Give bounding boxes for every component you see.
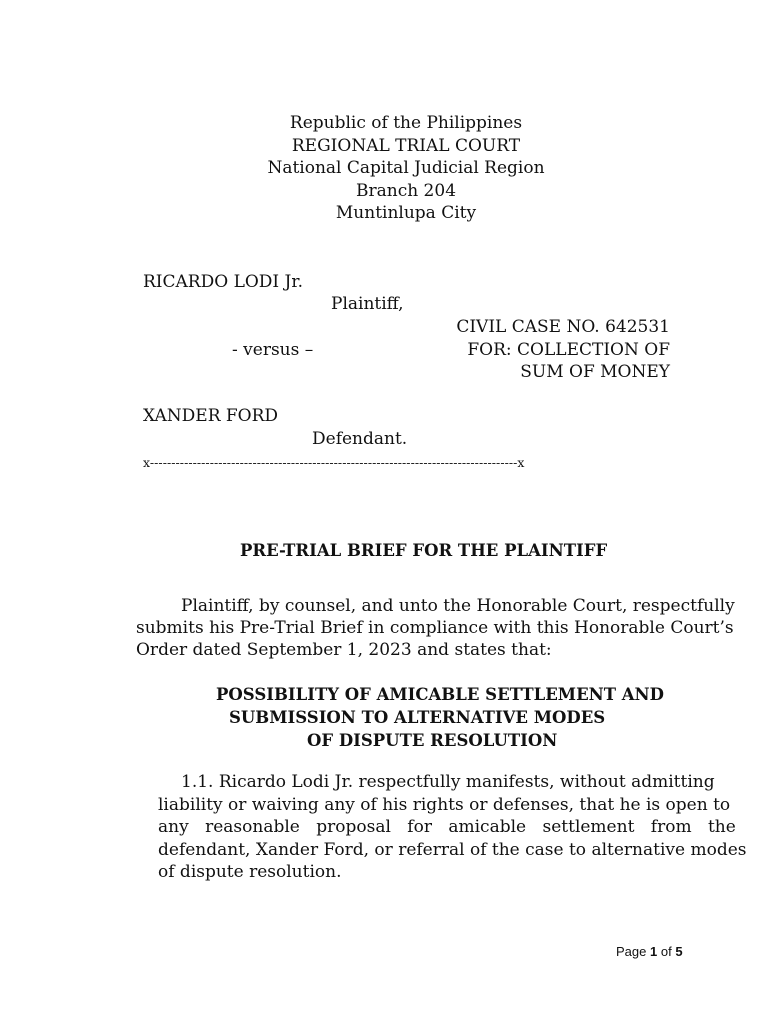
defendant-name: XANDER FORD [143, 406, 279, 426]
paragraph-1-1-line-1: 1.1. Ricardo Lodi Jr. respectfully manifests, without admitting [181, 772, 715, 792]
total-pages-number: 5 [675, 944, 683, 959]
court-header-republic: Republic of the Philippines [289, 113, 523, 133]
paragraph-1-1-line-2: liability or waiving any of his rights or defenses, that he is open to [158, 795, 731, 815]
section-heading-line-1: POSSIBILITY OF AMICABLE SETTLEMENT AND [216, 685, 664, 704]
court-header-branch: Branch 204 [355, 181, 457, 201]
court-header-region: National Capital Judicial Region [267, 158, 545, 178]
page-label: Page [616, 944, 647, 959]
paragraph-1-1-line-5: of dispute resolution. [158, 862, 342, 882]
intro-line-3: Order dated September 1, 2023 and states that: [136, 640, 552, 660]
section-heading-line-3: OF DISPUTE RESOLUTION [307, 731, 558, 750]
plaintiff-name: RICARDO LODI Jr. [143, 272, 304, 292]
case-nature-line2: SUM OF MONEY [520, 362, 670, 382]
plaintiff-role: Plaintiff, [331, 294, 404, 314]
intro-line-2: submits his Pre-Trial Brief in compliance with this Honorable Court’s [136, 618, 734, 638]
court-header-court: REGIONAL TRIAL COURT [291, 136, 521, 156]
current-page-number: 1 [650, 944, 658, 959]
versus-label: - versus – [232, 340, 314, 360]
document-title: PRE-TRIAL BRIEF FOR THE PLAINTIFF [240, 541, 608, 560]
paragraph-1-1-line-4: defendant, Xander Ford, or referral of the case to alternative modes [158, 840, 747, 860]
page-number [616, 944, 683, 959]
of-label: of [660, 944, 672, 959]
section-heading-line-2: SUBMISSION TO ALTERNATIVE MODES [229, 708, 606, 727]
caption-separator: x--------------------------------------------------------------------------------------x [143, 455, 525, 470]
defendant-role: Defendant. [312, 429, 408, 449]
case-number: CIVIL CASE NO. 642531 [456, 317, 670, 337]
case-nature-line1: FOR: COLLECTION OF [467, 340, 670, 360]
intro-line-1: Plaintiff, by counsel, and unto the Honorable Court, respectfully [181, 596, 735, 616]
paragraph-1-1-line-3: any reasonable proposal for amicable settlement from the [158, 817, 736, 837]
court-header-city: Muntinlupa City [335, 203, 477, 223]
